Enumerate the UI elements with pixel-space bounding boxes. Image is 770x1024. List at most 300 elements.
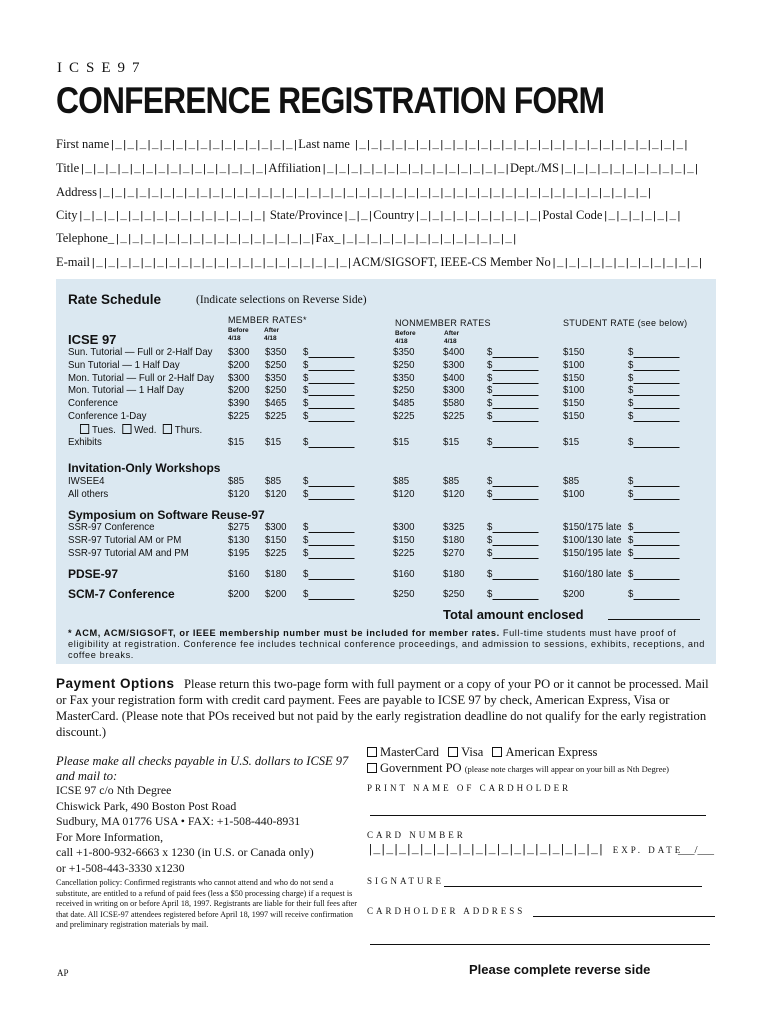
amount-line[interactable] <box>633 590 679 600</box>
amount-entry-field[interactable] <box>628 436 679 448</box>
nonmember-after-price: $270 <box>443 547 465 559</box>
tues-label: Tues. <box>91 424 116 436</box>
amount-line[interactable] <box>492 361 538 371</box>
checks-line1: Please make all checks payable in U.S. dollars to ICSE 97 <box>56 754 349 768</box>
member-before-price: $275 <box>228 521 250 533</box>
amount-line[interactable] <box>308 412 354 422</box>
mailing-address <box>56 783 314 876</box>
amount-line[interactable] <box>308 361 354 371</box>
exp-date-field[interactable]: ___/___ <box>678 844 715 856</box>
dollar-sign: $ <box>487 358 493 371</box>
mastercard-label: MasterCard <box>380 745 440 759</box>
amount-line[interactable] <box>633 477 679 487</box>
student-price: $150 <box>563 410 585 422</box>
dollar-sign: $ <box>487 346 493 358</box>
member-before-price: $390 <box>228 397 250 410</box>
amex-label: American Express <box>505 745 598 759</box>
dollar-sign: $ <box>628 410 634 422</box>
dollar-sign: $ <box>303 547 309 559</box>
member-before-header <box>228 327 249 343</box>
nonmember-before-price: $485 <box>393 397 415 410</box>
member-after-price: $85 <box>265 475 282 487</box>
nonmember-before-price: $250 <box>393 588 415 600</box>
membership-note-bold: * ACM, ACM/SIGSOFT, or IEEE membership number must be included for member rates. <box>68 628 500 638</box>
nonmember-after-price: $400 <box>443 346 465 358</box>
amount-line[interactable] <box>308 477 354 487</box>
amount-entry-field[interactable] <box>303 384 354 396</box>
visa-label: Visa <box>461 745 484 759</box>
address-line: or +1-508-443-3330 x1230 <box>56 860 185 875</box>
nonmember-before-header <box>395 330 416 346</box>
amount-entry-field[interactable] <box>487 372 538 384</box>
nonmember-before-price: $250 <box>393 384 415 397</box>
reverse-side-note: Please complete reverse side <box>469 962 651 977</box>
nonmember-after-price: $325 <box>443 521 465 533</box>
print-name-label: PRINT NAME OF CARDHOLDER <box>367 783 572 793</box>
amount-entry-field[interactable] <box>487 488 538 500</box>
dollar-sign: $ <box>303 475 309 487</box>
rate-row-label: All others <box>68 488 109 500</box>
state-field[interactable]: |_|_| <box>342 211 374 223</box>
rate-row-label: Mon. Tutorial — 1 Half Day <box>68 384 184 397</box>
member-before-price: $225 <box>228 410 250 422</box>
amount-line[interactable] <box>492 438 538 448</box>
last-name-field[interactable]: |_|_|_|_|_|_|_|_|_|_|_|_|_|_|_|_|_|_|_|_|_|_|_|_|_|_|_| <box>353 140 689 152</box>
nonmember-before-price: $250 <box>393 358 415 371</box>
dollar-sign: $ <box>487 410 493 422</box>
cardholder-address-field-2[interactable] <box>370 944 710 945</box>
address-label: Address <box>56 185 97 199</box>
amount-line[interactable] <box>492 348 538 358</box>
rate-row-label: SSR-97 Conference <box>68 521 155 533</box>
first-name-label: First name <box>56 137 110 151</box>
member-no-field[interactable]: |_|_|_|_|_|_|_|_|_|_|_|_| <box>550 258 704 270</box>
city-field[interactable]: |_|_|_|_|_|_|_|_|_|_|_|_|_|_|_| <box>77 211 267 223</box>
rate-schedule-subtitle: (Indicate selections on Reverse Side) <box>196 294 367 306</box>
fax-label: Fax_ <box>315 231 341 245</box>
amount-entry-field[interactable] <box>628 372 679 384</box>
member-before-price: $160 <box>228 568 250 580</box>
member-after-price: $225 <box>265 410 287 422</box>
dollar-sign: $ <box>487 475 493 487</box>
amount-entry-field[interactable] <box>628 410 679 422</box>
student-price: $100 <box>563 488 585 500</box>
nonmember-before-price: $120 <box>393 488 415 500</box>
amount-entry-field[interactable] <box>628 547 679 559</box>
workshops-section-label: Invitation-Only Workshops <box>68 461 221 475</box>
rate-row-label: SSR-97 Tutorial AM or PM <box>68 534 182 546</box>
address-row <box>56 185 652 200</box>
amount-entry-field[interactable] <box>303 346 354 358</box>
member-after-price: $150 <box>265 534 287 546</box>
amount-line[interactable] <box>633 549 679 559</box>
card-number-label: CARD NUMBER <box>367 830 466 840</box>
dollar-sign: $ <box>628 521 634 533</box>
nonmember-after-price: $225 <box>443 410 465 422</box>
dollar-sign: $ <box>487 436 493 448</box>
amount-line[interactable] <box>492 536 538 546</box>
amount-entry-field[interactable] <box>487 534 538 546</box>
amount-line[interactable] <box>492 570 538 580</box>
nonmember-after-header <box>444 330 459 346</box>
cardholder-address-label: CARDHOLDER ADDRESS <box>367 906 526 916</box>
dollar-sign: $ <box>487 568 493 580</box>
nonmember-before-price: $225 <box>393 547 415 559</box>
wed-label: Wed. <box>134 424 157 436</box>
payment-options-heading: Payment Options <box>56 676 175 691</box>
amount-entry-field[interactable] <box>303 372 354 384</box>
member-after-price: $120 <box>265 488 287 500</box>
nonmember-after-price: $250 <box>443 588 465 600</box>
dollar-sign: $ <box>303 397 309 410</box>
amount-line[interactable] <box>633 361 679 371</box>
first-name-field[interactable]: |_|_|_|_|_|_|_|_|_|_|_|_|_|_|_| <box>109 140 299 152</box>
amount-line[interactable] <box>492 412 538 422</box>
tues-checkbox[interactable] <box>80 424 89 434</box>
dept-field[interactable]: |_|_|_|_|_|_|_|_|_|_|_| <box>558 164 700 176</box>
reuse-section-label: Symposium on Software Reuse-97 <box>68 508 265 522</box>
government-po-checkbox[interactable] <box>367 763 377 773</box>
amount-entry-field[interactable] <box>487 475 538 487</box>
member-after-price: $465 <box>265 397 287 410</box>
amount-entry-field[interactable] <box>303 568 354 580</box>
card-number-field[interactable]: |_|_|_|_|_|_|_|_|_|_|_|_|_|_|_|_|_|_| <box>367 844 604 857</box>
dollar-sign: $ <box>303 371 309 384</box>
rate-row-label: SCM-7 Conference <box>68 587 175 601</box>
dollar-sign: $ <box>628 436 634 448</box>
title-row <box>56 161 699 176</box>
title-field[interactable]: |_|_|_|_|_|_|_|_|_|_|_|_|_|_|_| <box>79 164 269 176</box>
po-note: (please note charges will appear on your bill as Nth Degree) <box>464 764 669 774</box>
rate-row-label: IWSEE4 <box>68 475 105 487</box>
email-field[interactable]: |_|_|_|_|_|_|_|_|_|_|_|_|_|_|_|_|_|_|_|_|_| <box>90 258 353 270</box>
student-price: $85 <box>563 475 580 487</box>
dollar-sign: $ <box>487 534 493 546</box>
amount-line[interactable] <box>633 386 679 396</box>
nonmember-before-price: $85 <box>393 475 410 487</box>
amount-line[interactable] <box>492 490 538 500</box>
visa-checkbox[interactable] <box>448 747 458 757</box>
amount-entry-field[interactable] <box>303 534 354 546</box>
dollar-sign: $ <box>487 384 493 397</box>
mastercard-checkbox[interactable] <box>367 747 377 757</box>
amount-line[interactable] <box>308 570 354 580</box>
amount-line[interactable] <box>492 374 538 384</box>
payment-options-text: Please return this two-page form with full payment or a copy of your PO or it cannot be processed. Mail or Fax your registration form with credit card payment. Fees are payable to ICSE 97 by check, American Express, Visa or MasterCard. (Please note that POs received but not paid by the early registration deadline do not qualify for the early registration discount.) <box>56 677 709 739</box>
city-label: City <box>56 208 78 222</box>
member-after-price: $350 <box>265 371 287 384</box>
amount-line[interactable] <box>308 438 354 448</box>
nonmember-rates-header: NONMEMBER RATES <box>395 318 491 328</box>
dollar-sign: $ <box>628 358 634 371</box>
amount-line[interactable] <box>492 477 538 487</box>
address-line: ICSE 97 c/o Nth Degree <box>56 783 172 797</box>
nonmember-after-price: $300 <box>443 358 465 371</box>
nonmember-before-price: $150 <box>393 534 415 546</box>
amount-entry-field[interactable] <box>487 588 538 600</box>
amount-line[interactable] <box>308 590 354 600</box>
amount-entry-field[interactable] <box>487 359 538 371</box>
thurs-checkbox[interactable] <box>163 424 172 434</box>
address-field[interactable]: |_|_|_|_|_|_|_|_|_|_|_|_|_|_|_|_|_|_|_|_|_|_|_|_|_|_|_|_|_|_|_|_|_|_|_|_|_|_|_|_|_|_|_|_|_| <box>96 188 653 200</box>
dept-label: Dept./MS <box>510 161 559 175</box>
dollar-sign: $ <box>628 371 634 384</box>
rate-row-label: Sun. Tutorial — Full or 2-Half Day <box>68 346 213 358</box>
student-price: $15 <box>563 436 580 448</box>
membership-note-text: Full-time students must have proof of eligibility at registration. Conference fee includes technical conference proceedings, and admission to sessions, exhibits, receptions, and coffee breaks. <box>68 628 706 660</box>
student-rate-header: STUDENT RATE (see below) <box>563 318 688 328</box>
rate-row-label: Sun Tutorial — 1 Half Day <box>68 358 180 371</box>
student-price: $150 <box>563 371 585 384</box>
amount-line[interactable] <box>633 438 679 448</box>
student-price: $150 <box>563 346 585 358</box>
after-label: After <box>264 327 280 334</box>
last-name-label: Last name <box>298 137 350 151</box>
member-before-price: $200 <box>228 358 250 371</box>
amount-entry-field[interactable] <box>487 547 538 559</box>
member-before-price: $120 <box>228 488 250 500</box>
member-after-price: $250 <box>265 358 287 371</box>
nonmember-after-price: $85 <box>443 475 460 487</box>
amount-entry-field[interactable] <box>303 475 354 487</box>
amount-line[interactable] <box>308 348 354 358</box>
amount-line[interactable] <box>633 523 679 533</box>
amount-entry-field[interactable] <box>628 359 679 371</box>
member-after-price: $350 <box>265 346 287 358</box>
dollar-sign: $ <box>303 384 309 397</box>
amount-entry-field[interactable] <box>487 568 538 580</box>
dollar-sign: $ <box>487 547 493 559</box>
dollar-sign: $ <box>628 384 634 397</box>
day-options <box>80 424 202 436</box>
rate-row-label: Exhibits <box>68 436 102 448</box>
amount-line[interactable] <box>492 523 538 533</box>
amount-entry-field[interactable] <box>487 384 538 396</box>
student-price: $100 <box>563 358 585 371</box>
member-after-price: $225 <box>265 547 287 559</box>
nonmember-after-price: $15 <box>443 436 460 448</box>
amount-entry-field[interactable] <box>628 588 679 600</box>
conference-acronym: ICSE97 <box>57 60 147 76</box>
amount-line[interactable] <box>308 536 354 546</box>
before-label: Before <box>228 327 249 334</box>
member-before-price: $130 <box>228 534 250 546</box>
after-label: After <box>444 330 460 337</box>
membership-note <box>68 628 708 661</box>
member-rates-header: MEMBER RATES* <box>228 315 307 325</box>
rate-row-label: Mon. Tutorial — Full or 2-Half Day <box>68 371 215 384</box>
card-type-row <box>367 745 597 760</box>
student-price: $150/175 late <box>563 521 622 533</box>
amount-entry-field[interactable] <box>487 521 538 533</box>
amount-line[interactable] <box>308 523 354 533</box>
phone-row <box>56 231 517 246</box>
amount-line[interactable] <box>308 549 354 559</box>
dollar-sign: $ <box>487 488 493 500</box>
amount-line[interactable] <box>492 590 538 600</box>
amount-entry-field[interactable] <box>303 547 354 559</box>
affiliation-field[interactable]: |_|_|_|_|_|_|_|_|_|_|_|_|_|_|_| <box>320 164 510 176</box>
email-label: E-mail <box>56 255 91 269</box>
amount-entry-field[interactable] <box>628 568 679 580</box>
dollar-sign: $ <box>303 568 309 580</box>
amount-line[interactable] <box>633 536 679 546</box>
amount-line[interactable] <box>633 412 679 422</box>
member-before-price: $15 <box>228 436 245 448</box>
date-label: 4/18 <box>444 338 457 345</box>
name-row <box>56 137 689 152</box>
amount-entry-field[interactable] <box>303 521 354 533</box>
date-label: 4/18 <box>395 338 408 345</box>
amount-entry-field[interactable] <box>628 397 679 409</box>
country-field[interactable]: |_|_|_|_|_|_|_|_|_|_| <box>414 211 543 223</box>
cancellation-policy: Cancellation policy: Confirmed registrants who cannot attend and who do not send a substitute, are entitled to a refund of paid fees (less a $50 processing charge) if a request is received in writing on or before April 18, 1997. Registrants are liable for their full fees after that date. All ICSE-97 attendees registered before April 18, 1997 will receive confirmation and preliminary registration materials by mail. <box>56 878 358 929</box>
title-label: Title <box>56 161 80 175</box>
member-before-price: $85 <box>228 475 245 487</box>
dollar-sign: $ <box>628 534 634 546</box>
amount-entry-field[interactable] <box>303 588 354 600</box>
wed-checkbox[interactable] <box>122 424 131 434</box>
amount-line[interactable] <box>492 386 538 396</box>
dollar-sign: $ <box>628 547 634 559</box>
amount-entry-field[interactable] <box>628 534 679 546</box>
rate-row-label: Conference 1-Day <box>68 410 147 422</box>
before-label: Before <box>395 330 416 337</box>
telephone-label: Telephone_ <box>56 231 115 245</box>
telephone-field[interactable]: |_|_|_|_|_|_|_|_|_|_|_|_|_|_|_|_| <box>114 234 316 246</box>
member-before-price: $300 <box>228 371 250 384</box>
amount-entry-field[interactable] <box>628 475 679 487</box>
amount-entry-field[interactable] <box>303 397 354 409</box>
amount-entry-field[interactable] <box>487 436 538 448</box>
dollar-sign: $ <box>628 475 634 487</box>
address-line: Chiswick Park, 490 Boston Post Road <box>56 798 237 813</box>
dollar-sign: $ <box>303 588 309 600</box>
amount-entry-field[interactable] <box>628 488 679 500</box>
cardholder-address-field[interactable] <box>533 916 715 917</box>
address-line: call +1-800-932-6663 x 1230 (in U.S. or Canada only) <box>56 845 314 859</box>
dollar-sign: $ <box>487 588 493 600</box>
amount-line[interactable] <box>633 399 679 409</box>
amex-checkbox[interactable] <box>492 747 502 757</box>
amount-entry-field[interactable] <box>303 436 354 448</box>
nonmember-before-price: $225 <box>393 410 415 422</box>
total-text: Total amount enclosed <box>443 607 584 622</box>
amount-entry-field[interactable] <box>303 488 354 500</box>
dollar-sign: $ <box>303 410 309 422</box>
exp-date-label: EXP. DATE <box>612 845 684 855</box>
amount-line[interactable] <box>633 348 679 358</box>
student-price: $200 <box>563 588 585 600</box>
nonmember-before-price: $160 <box>393 568 415 580</box>
nonmember-after-price: $120 <box>443 488 465 500</box>
amount-line[interactable] <box>492 549 538 559</box>
member-before-price: $200 <box>228 588 250 600</box>
dollar-sign: $ <box>487 371 493 384</box>
thurs-label: Thurs. <box>174 424 203 436</box>
fax-field[interactable]: |_|_|_|_|_|_|_|_|_|_|_|_|_|_| <box>340 234 518 246</box>
rate-row-label: SSR-97 Tutorial AM and PM <box>68 547 189 559</box>
total-label <box>443 607 584 622</box>
dollar-sign: $ <box>303 488 309 500</box>
payment-options <box>56 676 716 740</box>
amount-entry-field[interactable] <box>628 346 679 358</box>
nonmember-after-price: $180 <box>443 534 465 546</box>
member-after-price: $250 <box>265 384 287 397</box>
student-price: $150/195 late <box>563 547 622 559</box>
amount-line[interactable] <box>308 399 354 409</box>
amount-line[interactable] <box>308 386 354 396</box>
nonmember-before-price: $350 <box>393 371 415 384</box>
amount-line[interactable] <box>633 490 679 500</box>
amount-line[interactable] <box>308 374 354 384</box>
footer-code: AP <box>57 968 69 978</box>
member-after-price: $15 <box>265 436 282 448</box>
dollar-sign: $ <box>628 397 634 410</box>
amount-entry-field[interactable] <box>487 346 538 358</box>
amount-line[interactable] <box>633 374 679 384</box>
amount-entry-field[interactable] <box>487 410 538 422</box>
form-title: CONFERENCE REGISTRATION FORM <box>56 80 605 121</box>
country-label: Country <box>373 208 415 222</box>
dollar-sign: $ <box>303 358 309 371</box>
member-before-price: $200 <box>228 384 250 397</box>
member-no-label: ACM/SIGSOFT, IEEE-CS Member No <box>352 255 551 269</box>
amount-line[interactable] <box>308 490 354 500</box>
dollar-sign: $ <box>303 534 309 546</box>
postal-label: Postal Code <box>542 208 603 222</box>
nonmember-before-price: $350 <box>393 346 415 358</box>
state-label: State/Province <box>269 208 343 222</box>
date-label: 4/18 <box>264 335 277 342</box>
nonmember-after-price: $300 <box>443 384 465 397</box>
member-before-price: $195 <box>228 547 250 559</box>
dollar-sign: $ <box>628 488 634 500</box>
icse-section-label: ICSE 97 <box>68 332 117 347</box>
rate-schedule-title: Rate Schedule <box>68 292 162 307</box>
student-price: $160/180 late <box>563 568 622 580</box>
checks-line2: and mail to: <box>56 769 118 783</box>
total-amount-field[interactable] <box>608 619 700 620</box>
member-after-price: $200 <box>265 588 287 600</box>
email-row <box>56 255 703 270</box>
amount-entry-field[interactable] <box>303 359 354 371</box>
nonmember-after-price: $400 <box>443 371 465 384</box>
amount-entry-field[interactable] <box>628 521 679 533</box>
nonmember-before-price: $300 <box>393 521 415 533</box>
government-po-label: Government PO <box>380 761 462 775</box>
dollar-sign: $ <box>303 436 309 448</box>
date-label: 4/18 <box>228 335 241 342</box>
rate-row-label: Conference <box>68 397 118 410</box>
amount-entry-field[interactable] <box>487 397 538 409</box>
postal-field[interactable]: |_|_|_|_|_|_| <box>602 211 682 223</box>
amount-line[interactable] <box>492 399 538 409</box>
print-name-field[interactable] <box>370 815 706 816</box>
signature-field[interactable] <box>444 886 702 887</box>
dollar-sign: $ <box>487 521 493 533</box>
member-after-header <box>264 327 279 343</box>
address-line: Sudbury, MA 01776 USA • FAX: +1-508-440-8931 <box>56 814 301 828</box>
amount-entry-field[interactable] <box>628 384 679 396</box>
amount-entry-field[interactable] <box>303 410 354 422</box>
dollar-sign: $ <box>303 346 309 358</box>
amount-line[interactable] <box>633 570 679 580</box>
address-line: For More Information, <box>56 829 164 844</box>
student-price: $150 <box>563 397 585 410</box>
dollar-sign: $ <box>628 588 634 600</box>
dollar-sign: $ <box>303 521 309 533</box>
